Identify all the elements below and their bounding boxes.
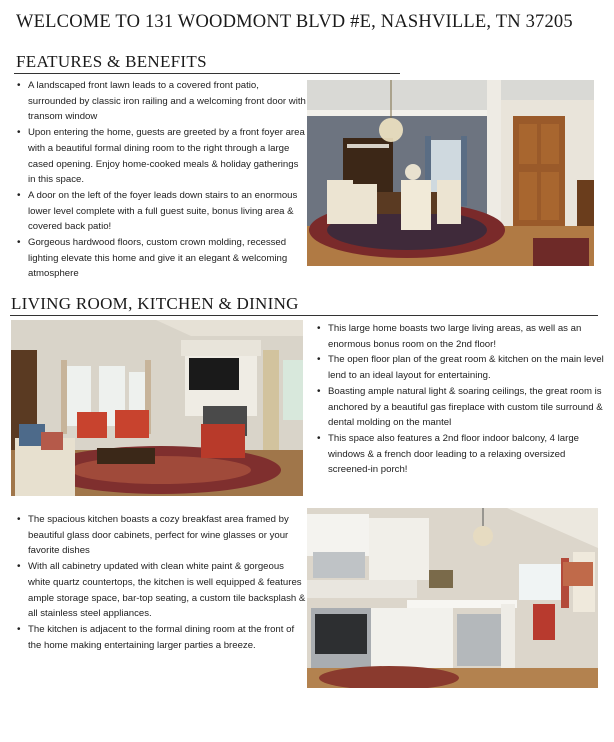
features-bullet-1: • A landscaped front lawn leads to a covered front patio, surrounded by classic iron railing and a welcoming front door with transom window <box>28 78 306 125</box>
features-bullet-2: • Upon entering the home, guests are greeted by a front foyer area with a beautiful formal dining room to the right through a large cased opening. Enjoy home-cooked meals & holiday gatherings in this space. <box>28 125 306 188</box>
kitchen-bullet-3: • The kitchen is adjacent to the formal dining room at the front of the home making entertaining larger parties a breeze. <box>28 622 308 653</box>
living-bullet-1: • This large home boasts two large living areas, as well as an enormous bonus room on the 2nd floor! <box>328 321 606 352</box>
kitchen-bullet-2: • With all cabinetry updated with clean white paint & gorgeous white quartz countertops, the kitchen is well equipped & features ample storage space, bar-top seating, a custom tile backsplash & all stainless steel appliances. <box>28 559 308 622</box>
living-heading: LIVING ROOM, KITCHEN & DINING <box>11 294 299 313</box>
features-bullet-4: • Gorgeous hardwood floors, custom crown molding, recessed lighting elevate this home and give it an elegant & welcoming atmosphere <box>28 235 306 282</box>
page-title: WELCOME TO 131 WOODMONT BLVD #E, NASHVILLE, TN 37205 <box>16 12 573 32</box>
dining-room-photo <box>307 80 594 266</box>
kitchen-bullet-1: • The spacious kitchen boasts a cozy breakfast area framed by beautiful glass door cabinets, perfect for wine glasses or your favorite dishes <box>28 512 308 559</box>
living-bullet-3: • Boasting ample natural light & soaring ceilings, the great room is anchored by a beautiful gas fireplace with custom tile surround & dental molding on the mantel <box>328 384 606 431</box>
features-heading: FEATURES & BENEFITS <box>16 52 207 71</box>
living-bullet-2: • The open floor plan of the great room & kitchen on the main level lend to an ideal layout for entertaining. <box>328 352 606 383</box>
living-rule <box>10 315 598 316</box>
features-bullet-3: • A door on the left of the foyer leads down stairs to an enormous lower level complete with a full guest suite, bonus living area & covered back patio! <box>28 188 306 235</box>
kitchen-list <box>16 512 308 653</box>
living-list <box>316 321 606 478</box>
living-bullet-4: • This space also features a 2nd floor indoor balcony, 4 large windows & a french door leading to a relaxing oversized screened-in porch! <box>328 431 606 478</box>
features-rule <box>14 73 400 74</box>
living-room-photo <box>11 320 303 496</box>
kitchen-photo <box>307 508 598 688</box>
features-list <box>16 78 306 282</box>
